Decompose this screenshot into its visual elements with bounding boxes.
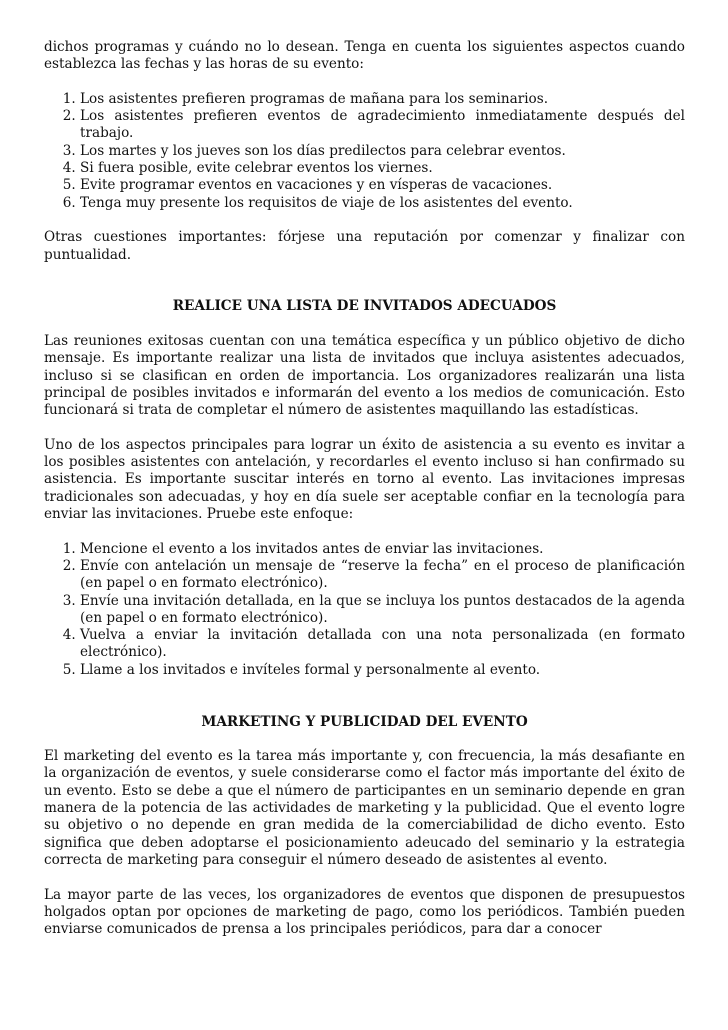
document-page [44, 39, 685, 956]
list-item: 4. Si fuera posible, evite celebrar eventos los viernes. [80, 160, 685, 177]
guest-list-paragraph-1: Las reuniones exitosas cuentan con una temática específica y un público objetivo de dicho mensaje. Es importante realizar una lista de invitados que incluya asistentes adecuados, incluso si se clasifican en orden de importancia. Los organizadores realizarán una lista principal de posibles invitados e informarán del evento a los medios de comunicación. Esto funcionará si trata de completar el número de asistentes maquillando las estadísticas. [44, 333, 685, 419]
marketing-paragraph-2: La mayor parte de las veces, los organizadores de eventos que disponen de presupuestos holgados optan por opciones de marketing de pago, como los periódicos. También pueden enviarse comunicados de prensa a los principales periódicos, para dar a conocer [44, 886, 685, 938]
list-item: 2. Envíe con antelación un mensaje de “reserve la fecha” en el proceso de planificación (en papel o en formato electrónico). [80, 558, 685, 593]
invitation-steps-list [44, 541, 685, 679]
section-heading-guest-list: REALICE UNA LISTA DE INVITADOS ADECUADOS [172, 298, 557, 315]
section-heading-marketing: MARKETING Y PUBLICIDAD DEL EVENTO [201, 713, 528, 730]
marketing-paragraph-1: El marketing del evento es la tarea más importante y, con frecuencia, la más desafiante en la organización de eventos, y suele considerarse como el factor más importante del éxito de un evento. Esto se debe a que el número de participantes en un seminario depende en gran manera de la potencia de las actividades de marketing y la publicidad. Que el evento logre su objetivo o no depende en gran medida de la comerciabilidad de dicho evento. Esto significa que deben adoptarse el posicionamiento adeucado del seminario y la estrategia correcta de marketing para conseguir el número deseado de asistentes al evento. [44, 748, 685, 868]
list-item: 3. Los martes y los jueves son los días predilectos para celebrar eventos. [80, 143, 685, 160]
list-item: 4. Vuelva a enviar la invitación detallada con una nota personalizada (en formato electrónico). [80, 627, 685, 662]
list-item: 3. Envíe una invitación detallada, en la que se incluya los puntos destacados de la agenda (en papel o en formato electrónico). [80, 593, 685, 628]
list-item: 6. Tenga muy presente los requisitos de viaje de los asistentes del evento. [80, 195, 685, 212]
guest-list-paragraph-2: Uno de los aspectos principales para lograr un éxito de asistencia a su evento es invitar a los posibles asistentes con antelación, y recordarles el evento incluso si han confirmado su asistencia. Es importante suscitar interés en torno al evento. Las invitaciones impresas tradicionales son adecuadas, y hoy en día suele ser aceptable confiar en la tecnología para enviar las invitaciones. Pruebe este enfoque: [44, 436, 685, 523]
intro-paragraph: dichos programas y cuándo no lo desean. Tenga en cuenta los siguientes aspectos cuando establezca las fechas y las horas de su evento: [44, 39, 685, 73]
list-item: 1. Los asistentes prefieren programas de mañana para los seminarios. [80, 91, 685, 108]
list-item: 1. Mencione el evento a los invitados antes de enviar las invitaciones. [80, 541, 685, 558]
list-item: 2. Los asistentes prefieren eventos de agradecimiento inmediatamente después del trabajo. [80, 108, 685, 143]
list-item: 5. Evite programar eventos en vacaciones y en vísperas de vacaciones. [80, 177, 685, 194]
other-issues-paragraph: Otras cuestiones importantes: fórjese una reputación por comenzar y finalizar con puntualidad. [44, 229, 685, 263]
scheduling-tips-list [44, 91, 685, 212]
list-item: 5. Llame a los invitados e invíteles formal y personalmente al evento. [80, 662, 685, 679]
